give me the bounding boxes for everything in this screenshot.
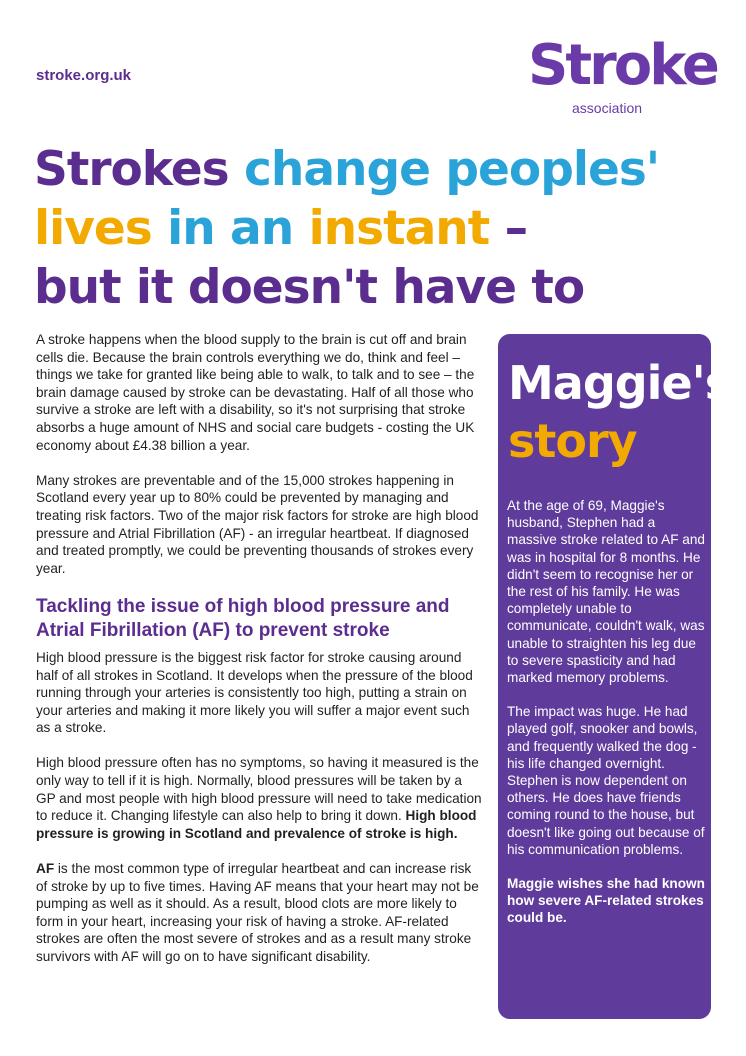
story-paragraph: At the age of 69, Maggie's husband, Stephen had a massive stroke related to AF and was in hospital for 8 months. He didn't seem to recognise her or the rest of his family. He was completely unable to communicate, couldn't walk, was unable to straighten his leg due to severe spasticity and had marked memory problems. (507, 498, 705, 686)
story-paragraph: The impact was huge. He had played golf, snooker and bowls, and frequently walked the dog - his life changed overnight. Stephen is now dependent on others. He does have friends coming round to the house, but doesn't like going out because of his communication problems. (507, 704, 705, 857)
headline-text: instant (308, 201, 490, 256)
blood-pressure-symptoms-paragraph (36, 754, 482, 842)
story-title (508, 354, 731, 470)
headline-text: change peoples' (244, 142, 660, 197)
headline-text: lives (34, 201, 168, 256)
paragraph-text: High blood pressure often has no symptoms, so having it measured is the only way to tell if it is high. Normally, blood pressures will be taken by a GP and most people with high blood pressure will need to take medication to reduce it. Changing lifestyle can also help to bring it down. (36, 755, 482, 824)
maggies-story-panel (498, 334, 732, 1019)
risk-factors-paragraph: Many strokes are preventable and of the 15,000 strokes happening in Scotland every year up to 80% could be prevented by managing and treating risk factors. Two of the major risk factors for stroke are high blood pressure and Atrial Fibrillation (AF) - an irregular heartbeat. If diagnosed and treated promptly, we could be preventing thousands of strokes every year. (36, 472, 479, 576)
section-heading: Tackling the issue of high blood pressure and Atrial Fibrillation (AF) to prevent stroke (36, 595, 450, 641)
headline-text: Strokes (34, 142, 244, 197)
headline-text: in an (167, 201, 309, 256)
headline-text: but it doesn't have to (34, 260, 585, 315)
page-headline (34, 140, 714, 317)
story-conclusion (507, 875, 705, 927)
logo-wordmark: Stroke (528, 33, 717, 98)
paragraph-text: is the most common type of irregular heartbeat and can increase risk of stroke by up to five times. Having AF means that your heart may not be pumping as well as it should. As a result, blood clots are more likely to form in your heart, increasing your risk of having a stroke. AF-related strokes are often the most severe of strokes and as a result many stroke survivors with AF will go on to have significant disability. (36, 861, 479, 964)
intro-paragraph: A stroke happens when the blood supply to the brain is cut off and brain cells die. Because the brain controls everything we do, think and feel – things we take for granted like being able to walk, to talk and to see – the brain damage caused by stroke can be devastating. Half of all those who survive a stroke are left with a disability, so it's not surprising that stroke absorbs a huge amount of NHS and social care budgets - costing the UK economy about £4.38 billion a year. (36, 332, 475, 453)
headline-line-2 (34, 199, 714, 258)
af-paragraph (36, 860, 482, 966)
blood-pressure-paragraph: High blood pressure is the biggest risk factor for stroke causing around half of all strokes in Scotland. It develops when the pressure of the blood running through your arteries is consistently too high, putting a strain on your arteries and making it more likely you will suffer a major event such as a stroke. (36, 649, 473, 736)
headline-line-1 (34, 140, 714, 199)
story-body (507, 497, 705, 944)
logo-subtitle: association (572, 100, 643, 116)
bold-statement: High blood pressure is growing in Scotland and prevalence of stroke is high. (36, 808, 477, 841)
main-article (36, 331, 482, 983)
headline-text: – (489, 201, 528, 256)
story-title-line-1: Maggie's (508, 356, 732, 410)
stroke-association-logo[interactable] (528, 33, 717, 120)
af-term: AF (36, 861, 55, 877)
story-bold-text: Maggie wishes she had known how severe AF-related strokes could be. (507, 876, 705, 926)
headline-line-3 (34, 258, 714, 317)
site-url[interactable]: stroke.org.uk (36, 67, 132, 84)
story-title-line-2: story (508, 414, 637, 468)
